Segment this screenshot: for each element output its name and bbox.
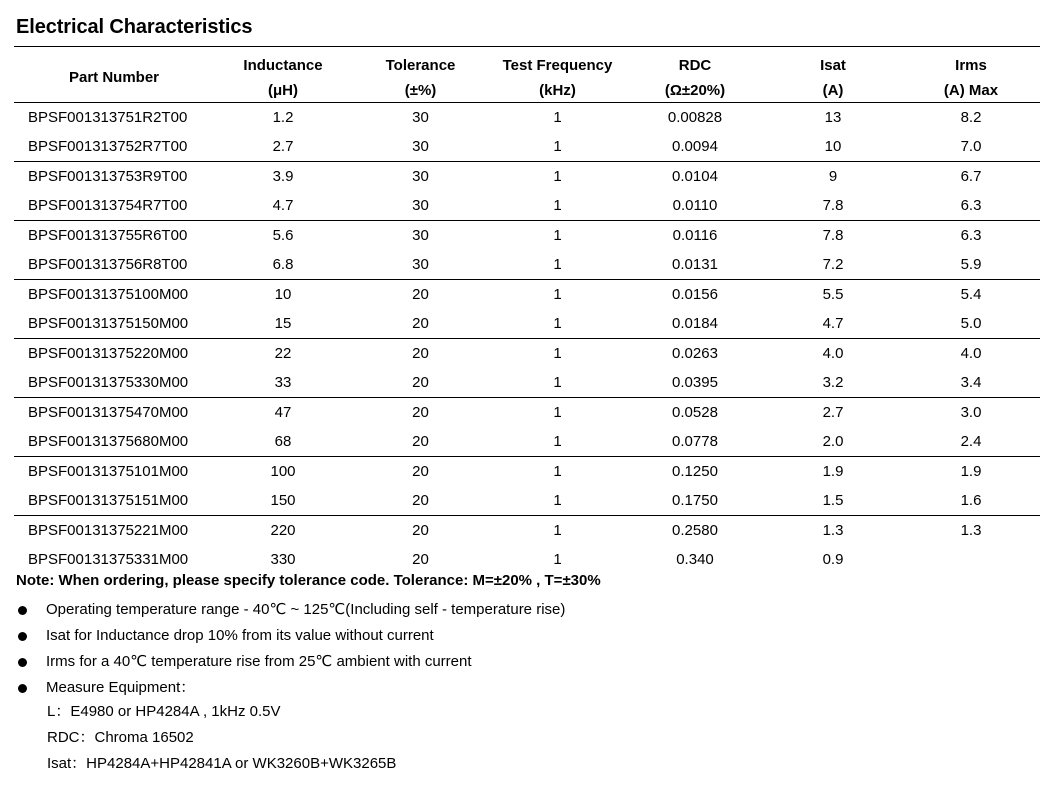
- cell-isat: 3.2: [822, 374, 844, 391]
- table-row: [14, 368, 1040, 398]
- bullet-icon: [18, 684, 27, 693]
- cell-tolerance: 20: [412, 374, 429, 391]
- cell-tolerance: 20: [412, 522, 429, 539]
- cell-test-frequency: 1: [553, 286, 562, 303]
- cell-tolerance: 30: [412, 138, 429, 155]
- cell-inductance: 3.9: [272, 168, 294, 185]
- bullet-text: Irms for a 40℃ temperature rise from 25℃ ambient with current: [46, 653, 472, 670]
- header-irms: Irms: [955, 56, 987, 74]
- cell-isat: 7.8: [822, 227, 844, 244]
- cell-isat: 7.8: [822, 197, 844, 214]
- table-row: [14, 309, 1040, 339]
- cell-rdc: 0.0528: [672, 404, 718, 421]
- header-test-frequency-unit: (kHz): [539, 81, 576, 99]
- table-row: [14, 516, 1040, 546]
- cell-part-number: BPSF001313755R6T00: [28, 227, 188, 244]
- table-row: [14, 545, 1040, 574]
- bullet-text: Measure Equipment：: [46, 679, 196, 696]
- table-row: [14, 339, 1040, 369]
- list-item: [16, 623, 565, 649]
- bullet-icon: [18, 658, 27, 667]
- cell-test-frequency: 1: [553, 374, 562, 391]
- cell-irms: 1.9: [960, 463, 982, 480]
- table-row: [14, 457, 1040, 487]
- cell-part-number: BPSF001313756R8T00: [28, 256, 188, 273]
- cell-tolerance: 20: [412, 404, 429, 421]
- cell-test-frequency: 1: [553, 433, 562, 450]
- header-test-frequency: Test Frequency: [502, 56, 613, 74]
- cell-part-number: BPSF00131375151M00: [28, 492, 189, 509]
- cell-rdc: 0.0778: [672, 433, 718, 450]
- cell-tolerance: 20: [412, 315, 429, 332]
- cell-isat: 4.7: [822, 315, 844, 332]
- cell-test-frequency: 1: [553, 197, 562, 214]
- cell-inductance: 150: [270, 492, 296, 509]
- cell-test-frequency: 1: [553, 138, 562, 155]
- cell-rdc: 0.0104: [672, 168, 718, 185]
- cell-rdc: 0.340: [676, 551, 714, 568]
- header-inductance: Inductance: [243, 56, 323, 74]
- cell-part-number: BPSF001313753R9T00: [28, 168, 188, 185]
- cell-irms: 8.2: [960, 109, 982, 126]
- cell-test-frequency: 1: [553, 256, 562, 273]
- cell-isat: 9: [828, 168, 838, 185]
- cell-irms: 1.6: [960, 492, 982, 509]
- cell-isat: 2.0: [822, 433, 844, 450]
- cell-test-frequency: 1: [553, 168, 562, 185]
- header-rdc-unit: (Ω±20%): [664, 81, 726, 99]
- cell-rdc: 0.00828: [667, 109, 723, 126]
- header-rdc: RDC: [678, 56, 712, 74]
- cell-part-number: BPSF001313751R2T00: [28, 109, 188, 126]
- cell-tolerance: 20: [412, 463, 429, 480]
- measure-equipment-list: [47, 701, 396, 779]
- cell-irms: 5.9: [960, 256, 982, 273]
- cell-irms: 5.0: [960, 315, 982, 332]
- cell-test-frequency: 1: [553, 463, 562, 480]
- cell-inductance: 15: [274, 315, 292, 332]
- cell-tolerance: 20: [412, 492, 429, 509]
- cell-part-number: BPSF00131375150M00: [28, 315, 189, 332]
- cell-irms: 6.3: [960, 197, 982, 214]
- cell-tolerance: 20: [412, 345, 429, 362]
- cell-tolerance: 30: [412, 256, 429, 273]
- list-item: [16, 675, 565, 701]
- cell-tolerance: 30: [412, 168, 429, 185]
- cell-part-number: BPSF00131375100M00: [28, 286, 189, 303]
- table-row: [14, 398, 1040, 428]
- cell-isat: 1.9: [822, 463, 844, 480]
- cell-part-number: BPSF001313754R7T00: [28, 197, 188, 214]
- cell-tolerance: 30: [412, 197, 429, 214]
- cell-rdc: 0.1750: [672, 492, 718, 509]
- cell-irms: 2.4: [960, 433, 982, 450]
- bullet-icon: [18, 632, 27, 641]
- cell-test-frequency: 1: [553, 522, 562, 539]
- header-isat: Isat: [820, 56, 846, 74]
- cell-rdc: 0.0131: [672, 256, 718, 273]
- cell-irms: 7.0: [960, 138, 982, 155]
- cell-tolerance: 30: [412, 227, 429, 244]
- cell-tolerance: 30: [412, 109, 429, 126]
- cell-inductance: 47: [274, 404, 292, 421]
- cell-part-number: BPSF001313752R7T00: [28, 138, 188, 155]
- cell-isat: 1.3: [822, 522, 844, 539]
- cell-test-frequency: 1: [553, 109, 562, 126]
- cell-rdc: 0.0395: [672, 374, 718, 391]
- table-row: [14, 103, 1040, 133]
- cell-part-number: BPSF00131375220M00: [28, 345, 189, 362]
- table-body: [14, 103, 1040, 575]
- cell-isat: 7.2: [822, 256, 844, 273]
- cell-inductance: 1.2: [272, 109, 294, 126]
- cell-irms: 6.3: [960, 227, 982, 244]
- cell-test-frequency: 1: [553, 345, 562, 362]
- bullet-text: Isat for Inductance drop 10% from its value without current: [46, 627, 434, 644]
- cell-isat: 2.7: [822, 404, 844, 421]
- cell-inductance: 33: [274, 374, 292, 391]
- header-isat-unit: (A): [822, 81, 844, 99]
- cell-part-number: BPSF00131375330M00: [28, 374, 189, 391]
- cell-irms: 1.3: [960, 522, 982, 539]
- cell-inductance: 220: [270, 522, 296, 539]
- equipment-isat: Isat：HP4284A+HP42841A or WK3260B+WK3265B: [47, 755, 397, 772]
- cell-inductance: 330: [270, 551, 296, 568]
- notes-list: [16, 597, 565, 701]
- equipment-l: L：E4980 or HP4284A , 1kHz 0.5V: [47, 703, 281, 720]
- cell-inductance: 22: [274, 345, 292, 362]
- cell-isat: 5.5: [822, 286, 844, 303]
- cell-irms: 3.4: [960, 374, 982, 391]
- cell-test-frequency: 1: [553, 551, 562, 568]
- header-inductance-unit: (μH): [268, 81, 298, 99]
- cell-inductance: 100: [270, 463, 296, 480]
- ordering-note: Note: When ordering, please specify tolerance code. Tolerance: M=±20% , T=±30%: [16, 572, 601, 589]
- cell-isat: 4.0: [822, 345, 844, 362]
- table-row: [14, 162, 1040, 192]
- cell-rdc: 0.0094: [672, 138, 718, 155]
- cell-rdc: 0.1250: [672, 463, 718, 480]
- table-row: [14, 427, 1040, 457]
- table-row: [14, 250, 1040, 280]
- header-part-number: Part Number: [68, 68, 160, 86]
- cell-test-frequency: 1: [553, 404, 562, 421]
- cell-inductance: 2.7: [272, 138, 294, 155]
- cell-rdc: 0.0116: [672, 227, 718, 244]
- cell-tolerance: 20: [412, 433, 429, 450]
- cell-inductance: 6.8: [272, 256, 294, 273]
- table-row: [14, 191, 1040, 221]
- section-title: Electrical Characteristics: [16, 16, 253, 38]
- bullet-text: Operating temperature range - 40℃ ~ 125℃(Including self - temperature rise): [46, 601, 566, 618]
- cell-rdc: 0.0184: [672, 315, 718, 332]
- bullet-icon: [18, 606, 27, 615]
- cell-inductance: 68: [274, 433, 292, 450]
- list-item: [16, 597, 565, 623]
- equipment-rdc: RDC：Chroma 16502: [47, 729, 194, 746]
- electrical-characteristics-table: [14, 50, 1040, 574]
- cell-part-number: BPSF00131375680M00: [28, 433, 189, 450]
- list-item: [16, 649, 565, 675]
- cell-isat: 13: [824, 109, 842, 126]
- cell-part-number: BPSF00131375221M00: [28, 522, 189, 539]
- cell-rdc: 0.0110: [672, 197, 718, 214]
- table-row: [14, 486, 1040, 516]
- cell-isat: 10: [824, 138, 842, 155]
- table-row: [14, 280, 1040, 310]
- table-row: [14, 221, 1040, 251]
- header-irms-unit: (A) Max: [943, 81, 999, 99]
- cell-tolerance: 20: [412, 551, 429, 568]
- title-divider: [14, 46, 1040, 47]
- header-tolerance-unit: (±%): [404, 81, 437, 99]
- cell-inductance: 4.7: [272, 197, 294, 214]
- header-tolerance: Tolerance: [385, 56, 456, 74]
- cell-isat: 1.5: [822, 492, 844, 509]
- cell-rdc: 0.2580: [672, 522, 718, 539]
- cell-irms: [902, 545, 1040, 574]
- cell-inductance: 5.6: [272, 227, 294, 244]
- cell-inductance: 10: [274, 286, 292, 303]
- cell-isat: 0.9: [822, 551, 844, 568]
- cell-test-frequency: 1: [553, 315, 562, 332]
- cell-test-frequency: 1: [553, 492, 562, 509]
- cell-irms: 6.7: [960, 168, 982, 185]
- cell-part-number: BPSF00131375470M00: [28, 404, 189, 421]
- cell-rdc: 0.0263: [672, 345, 718, 362]
- cell-tolerance: 20: [412, 286, 429, 303]
- cell-part-number: BPSF00131375101M00: [28, 463, 189, 480]
- cell-irms: 4.0: [960, 345, 982, 362]
- table-row: [14, 132, 1040, 162]
- cell-irms: 5.4: [960, 286, 982, 303]
- cell-test-frequency: 1: [553, 227, 562, 244]
- cell-rdc: 0.0156: [672, 286, 718, 303]
- cell-irms: 3.0: [960, 404, 982, 421]
- cell-part-number: BPSF00131375331M00: [28, 551, 189, 568]
